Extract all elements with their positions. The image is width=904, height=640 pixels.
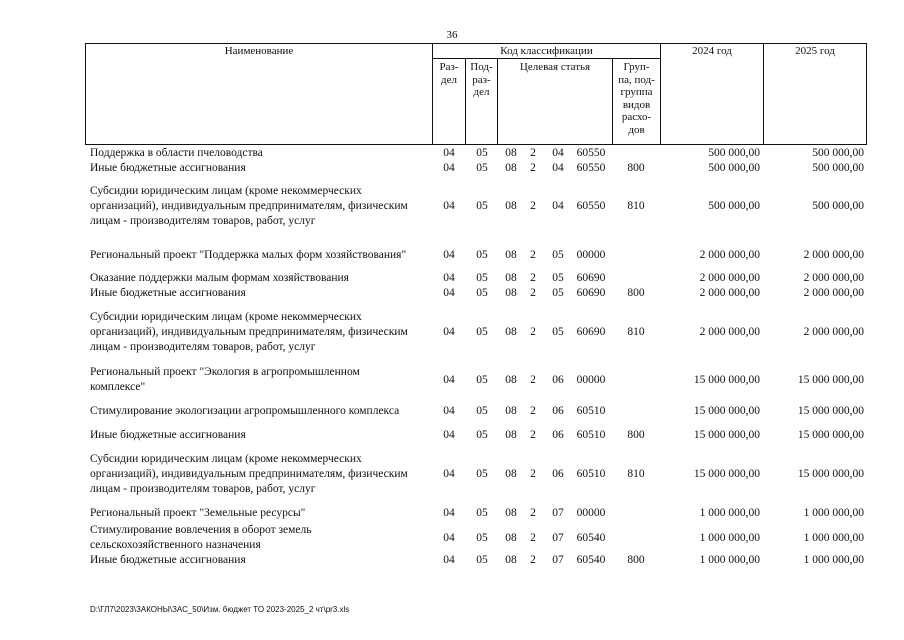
direction-code: 00000 (576, 374, 606, 386)
project-code: 06 (552, 374, 564, 386)
subsection-code: 05 (476, 147, 488, 159)
amount-2025: 500 000,00 (812, 162, 864, 174)
amount-2024: 2 000 000,00 (699, 287, 760, 299)
amount-2024: 15 000 000,00 (693, 374, 760, 386)
program-code: 08 (505, 326, 517, 338)
row-name (90, 146, 435, 161)
amount-2025: 500 000,00 (812, 147, 864, 159)
file-path-footer: D:\ГЛ7\2023\ЗАКОНЫ\ЗАС_50\Изм. бюджет ТО 2023-2025_2 чт\pr3.xls (90, 605, 350, 614)
subprogram-code: 2 (530, 429, 536, 441)
subsection-code: 05 (476, 532, 488, 544)
project-code: 07 (552, 507, 564, 519)
subsection-code: 05 (476, 272, 488, 284)
direction-code: 60690 (576, 287, 606, 299)
row-name-line: Субсидии юридическим лицам (кроме некоммерческих (90, 311, 362, 323)
subprogram-code: 2 (530, 272, 536, 284)
direction-code: 60550 (576, 147, 606, 159)
row-name-line: лицам - производителям товаров, работ, услуг (90, 215, 316, 227)
direction-code: 00000 (576, 507, 606, 519)
program-code: 08 (505, 272, 517, 284)
amount-2025: 15 000 000,00 (797, 405, 864, 417)
subprogram-code: 2 (530, 287, 536, 299)
project-code: 05 (552, 249, 564, 261)
expense-type-code: 800 (627, 287, 645, 299)
row-name (90, 310, 435, 355)
subprogram-code: 2 (530, 249, 536, 261)
amount-2025: 1 000 000,00 (803, 532, 864, 544)
program-code: 08 (505, 200, 517, 212)
expense-type-code: 810 (627, 326, 645, 338)
amount-2025: 1 000 000,00 (803, 554, 864, 566)
section-code: 04 (443, 405, 455, 417)
header-divider (432, 58, 660, 59)
project-code: 07 (552, 554, 564, 566)
section-code: 04 (443, 272, 455, 284)
header-section: Раз- дел (439, 61, 459, 86)
amount-2025: 500 000,00 (812, 200, 864, 212)
section-code: 04 (443, 468, 455, 480)
row-name (90, 404, 435, 419)
direction-code: 00000 (576, 249, 606, 261)
project-code: 04 (552, 147, 564, 159)
header-expense-group: Груп- па, под- группа видов расхо- дов (618, 61, 655, 136)
direction-code: 60510 (576, 405, 606, 417)
program-code: 08 (505, 405, 517, 417)
header-target-article: Целевая статья (519, 61, 591, 73)
subsection-code: 05 (476, 249, 488, 261)
subprogram-code: 2 (530, 468, 536, 480)
section-code: 04 (443, 532, 455, 544)
direction-code: 60550 (576, 162, 606, 174)
amount-2025: 15 000 000,00 (797, 429, 864, 441)
direction-code: 60690 (576, 272, 606, 284)
amount-2024: 1 000 000,00 (699, 554, 760, 566)
amount-2024: 2 000 000,00 (699, 272, 760, 284)
row-name-line: Иные бюджетные ассигнования (90, 554, 246, 566)
row-name (90, 553, 435, 568)
section-code: 04 (443, 507, 455, 519)
project-code: 05 (552, 287, 564, 299)
row-name-line: Стимулирование экологизации агропромышленного комплекса (90, 405, 400, 417)
subprogram-code: 2 (530, 326, 536, 338)
program-code: 08 (505, 162, 517, 174)
project-code: 05 (552, 272, 564, 284)
row-name-line: Стимулирование вовлечения в оборот земель (90, 524, 312, 536)
program-code: 08 (505, 287, 517, 299)
row-name (90, 184, 435, 229)
amount-2024: 500 000,00 (708, 162, 760, 174)
program-code: 08 (505, 554, 517, 566)
expense-type-code: 800 (627, 554, 645, 566)
program-code: 08 (505, 374, 517, 386)
row-name-line: лицам - производителям товаров, работ, услуг (90, 341, 316, 353)
amount-2024: 2 000 000,00 (699, 249, 760, 261)
amount-2024: 1 000 000,00 (699, 532, 760, 544)
amount-2024: 500 000,00 (708, 200, 760, 212)
amount-2025: 2 000 000,00 (803, 287, 864, 299)
page-number: 36 (446, 29, 458, 41)
row-name-line: Оказание поддержки малым формам хозяйствования (90, 272, 349, 284)
subsection-code: 05 (476, 200, 488, 212)
row-name-line: Иные бюджетные ассигнования (90, 162, 246, 174)
row-name-line: комплексе" (90, 381, 146, 393)
row-name-line: сельскохозяйственного назначения (90, 539, 261, 551)
amount-2025: 15 000 000,00 (797, 374, 864, 386)
amount-2025: 1 000 000,00 (803, 507, 864, 519)
direction-code: 60690 (576, 326, 606, 338)
subsection-code: 05 (476, 405, 488, 417)
program-code: 08 (505, 249, 517, 261)
expense-type-code: 810 (627, 468, 645, 480)
project-code: 04 (552, 162, 564, 174)
row-name-line: организаций), индивидуальным предпринимателям, физическим (90, 200, 408, 212)
amount-2024: 2 000 000,00 (699, 326, 760, 338)
subprogram-code: 2 (530, 200, 536, 212)
row-name-line: лицам - производителям товаров, работ, услуг (90, 483, 316, 495)
amount-2024: 15 000 000,00 (693, 405, 760, 417)
row-name (90, 523, 435, 553)
amount-2024: 15 000 000,00 (693, 468, 760, 480)
amount-2025: 2 000 000,00 (803, 272, 864, 284)
row-name-line: Региональный проект "Земельные ресурсы" (90, 507, 306, 519)
program-code: 08 (505, 429, 517, 441)
header-name: Наименование (224, 45, 294, 57)
subsection-code: 05 (476, 287, 488, 299)
subsection-code: 05 (476, 429, 488, 441)
row-name (90, 506, 435, 521)
amount-2025: 2 000 000,00 (803, 326, 864, 338)
program-code: 08 (505, 468, 517, 480)
subsection-code: 05 (476, 507, 488, 519)
row-name-line: Региональный проект "Экология в агропромышленном (90, 366, 360, 378)
program-code: 08 (505, 147, 517, 159)
section-code: 04 (443, 147, 455, 159)
row-name-line: Субсидии юридическим лицам (кроме некоммерческих (90, 185, 362, 197)
row-name (90, 286, 435, 301)
direction-code: 60510 (576, 468, 606, 480)
row-name-line: организаций), индивидуальным предпринимателям, физическим (90, 326, 408, 338)
project-code: 06 (552, 429, 564, 441)
row-name (90, 428, 435, 443)
subprogram-code: 2 (530, 162, 536, 174)
subprogram-code: 2 (530, 507, 536, 519)
direction-code: 60540 (576, 532, 606, 544)
direction-code: 60540 (576, 554, 606, 566)
header-subsection: Под- раз- дел (470, 61, 493, 98)
header-divider (763, 43, 764, 145)
row-name (90, 271, 435, 286)
section-code: 04 (443, 429, 455, 441)
subsection-code: 05 (476, 162, 488, 174)
subsection-code: 05 (476, 374, 488, 386)
project-code: 06 (552, 468, 564, 480)
header-year-2025: 2025 год (795, 45, 835, 57)
project-code: 07 (552, 532, 564, 544)
section-code: 04 (443, 554, 455, 566)
row-name-line: организаций), индивидуальным предпринимателям, физическим (90, 468, 408, 480)
expense-type-code: 800 (627, 429, 645, 441)
project-code: 05 (552, 326, 564, 338)
section-code: 04 (443, 162, 455, 174)
section-code: 04 (443, 287, 455, 299)
row-name-line: Субсидии юридическим лицам (кроме некоммерческих (90, 453, 362, 465)
subprogram-code: 2 (530, 147, 536, 159)
row-name (90, 452, 435, 497)
subprogram-code: 2 (530, 374, 536, 386)
row-name-line: Иные бюджетные ассигнования (90, 287, 246, 299)
subprogram-code: 2 (530, 532, 536, 544)
row-name-line: Региональный проект "Поддержка малых форм хозяйствования" (90, 249, 407, 261)
program-code: 08 (505, 532, 517, 544)
header-year-2024: 2024 год (692, 45, 732, 57)
section-code: 04 (443, 326, 455, 338)
expense-type-code: 800 (627, 162, 645, 174)
row-name (90, 365, 435, 395)
subsection-code: 05 (476, 554, 488, 566)
subsection-code: 05 (476, 326, 488, 338)
amount-2024: 500 000,00 (708, 147, 760, 159)
subsection-code: 05 (476, 468, 488, 480)
header-classification: Код классификации (500, 45, 593, 57)
header-divider (660, 43, 661, 145)
amount-2025: 15 000 000,00 (797, 468, 864, 480)
project-code: 04 (552, 200, 564, 212)
subprogram-code: 2 (530, 405, 536, 417)
direction-code: 60510 (576, 429, 606, 441)
row-name-line: Поддержка в области пчеловодства (90, 147, 263, 159)
section-code: 04 (443, 249, 455, 261)
amount-2024: 1 000 000,00 (699, 507, 760, 519)
amount-2024: 15 000 000,00 (693, 429, 760, 441)
expense-type-code: 810 (627, 200, 645, 212)
section-code: 04 (443, 374, 455, 386)
subprogram-code: 2 (530, 554, 536, 566)
direction-code: 60550 (576, 200, 606, 212)
row-name (90, 248, 435, 263)
section-code: 04 (443, 200, 455, 212)
program-code: 08 (505, 507, 517, 519)
row-name (90, 161, 435, 176)
amount-2025: 2 000 000,00 (803, 249, 864, 261)
project-code: 06 (552, 405, 564, 417)
row-name-line: Иные бюджетные ассигнования (90, 429, 246, 441)
